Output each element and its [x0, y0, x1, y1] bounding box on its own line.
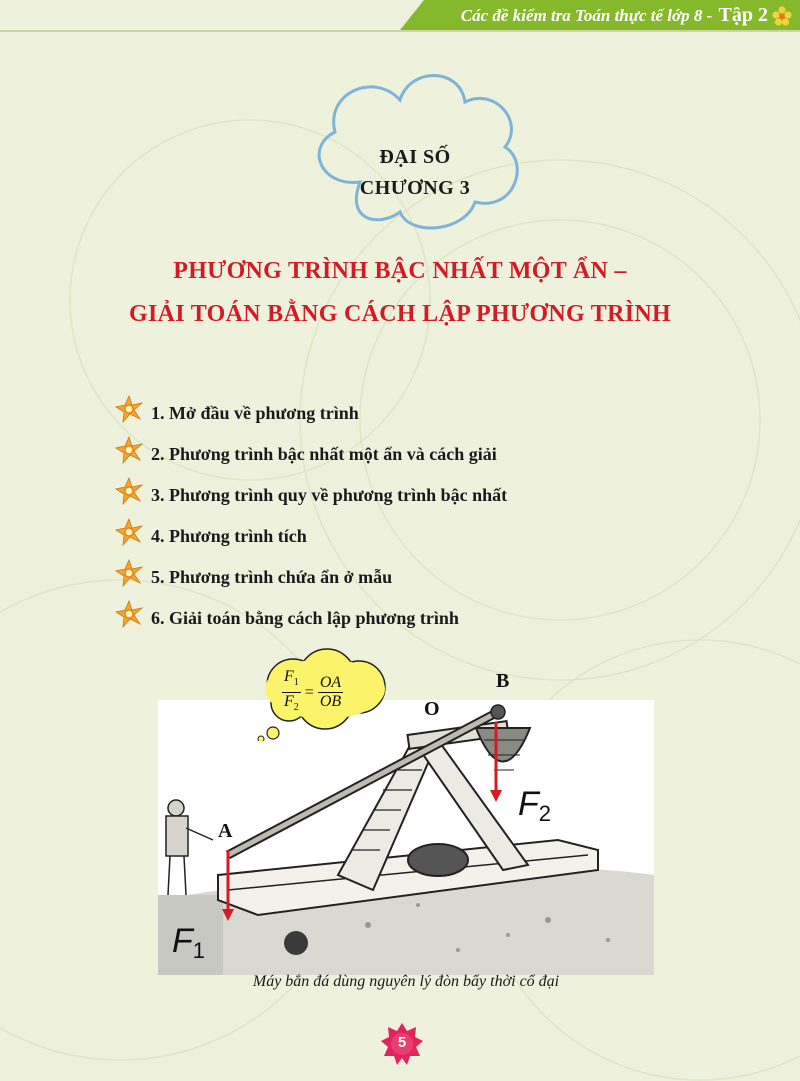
lesson-item — [115, 434, 507, 475]
flower-icon — [772, 6, 792, 26]
point-o-label: O — [424, 698, 440, 720]
force-f2-letter: F — [518, 785, 539, 823]
chapter-heading — [300, 142, 530, 204]
point-b-label: B — [496, 670, 510, 692]
fraction-oa-ob — [318, 674, 343, 711]
chapter-label: CHƯƠNG 3 — [359, 177, 471, 199]
force-f2-label — [518, 785, 551, 827]
lesson-title: 1. Mở đầu về phương trình — [151, 403, 359, 423]
page-number: 5 — [397, 1034, 407, 1051]
force-f1-sub: 1 — [192, 938, 206, 963]
formula-sub-1: 1 — [293, 677, 299, 689]
lesson-title: 2. Phương trình bậc nhất một ẩn và cách giải — [151, 444, 497, 464]
star-bullet-icon — [115, 395, 143, 423]
lesson-item — [115, 516, 507, 557]
fraction-f1-f2 — [282, 668, 301, 717]
star-bullet-icon — [115, 477, 143, 505]
formula-ob: OB — [319, 693, 342, 711]
header-title — [461, 4, 768, 27]
lesson-title: 5. Phương trình chứa ẩn ở mẫu — [151, 567, 393, 587]
title-line-1: PHƯƠNG TRÌNH BẬC NHẤT MỘT ẨN – — [173, 258, 627, 284]
lesson-list — [115, 393, 507, 639]
star-bullet-icon — [115, 518, 143, 546]
star-bullet-icon — [115, 436, 143, 464]
section-label: ĐẠI SỐ — [379, 146, 451, 168]
chapter-title — [100, 250, 700, 336]
formula-f-bottom: F — [284, 693, 294, 711]
formula-oa: OA — [319, 674, 342, 692]
point-a-label: A — [218, 820, 233, 842]
equals-sign: = — [304, 683, 314, 701]
header-divider — [0, 30, 800, 32]
title-line-2: GIẢI TOÁN BẰNG CÁCH LẬP PHƯƠNG TRÌNH — [129, 301, 671, 327]
formula-sub-2: 2 — [293, 702, 299, 714]
figure-caption: Máy bắn đá dùng nguyên lý đòn bẩy thời cổ đại — [252, 973, 560, 990]
lesson-title: 3. Phương trình quy về phương trình bậc nhất — [151, 485, 508, 505]
star-bullet-icon — [115, 559, 143, 587]
lesson-item — [115, 557, 507, 598]
lesson-item — [115, 598, 507, 639]
force-f2-sub: 2 — [538, 801, 552, 826]
force-f1-letter: F — [172, 922, 193, 960]
lesson-title: 4. Phương trình tích — [151, 526, 307, 546]
lesson-item — [115, 393, 507, 434]
star-bullet-icon — [115, 600, 143, 628]
lever-formula — [282, 668, 343, 717]
lesson-item — [115, 475, 507, 516]
force-f1-label — [172, 922, 205, 964]
volume-label: Tập 2 — [718, 4, 768, 26]
book-title: Các đề kiểm tra Toán thực tế lớp 8 - — [460, 6, 717, 25]
formula-f-top: F — [284, 668, 294, 685]
lesson-title: 6. Giải toán bằng cách lập phương trình — [151, 608, 459, 628]
